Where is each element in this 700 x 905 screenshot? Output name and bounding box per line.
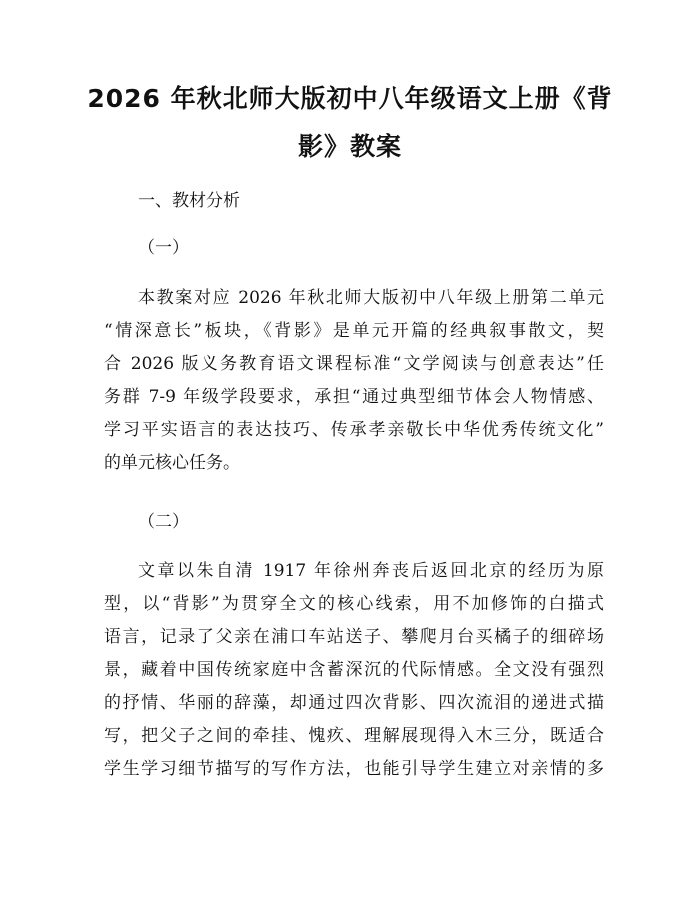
paragraph-line: 本教案对应 2026 年秋北师大版初中八年级上册第二单元 bbox=[138, 288, 604, 308]
paragraph-line: 语言，记录了父亲在浦口车站送子、攀爬月台买橘子的细碎场 bbox=[104, 627, 604, 647]
paragraph-line: 学习平实语言的表达技巧、传承孝亲敬长中华优秀传统文化” bbox=[104, 420, 604, 440]
document-title-line-2: 影》教案 bbox=[297, 132, 402, 161]
paragraph-line: 学生学习细节描写的写作方法，也能引导学生建立对亲情的多 bbox=[104, 759, 604, 779]
paragraph-line: 的抒情、华丽的辞藻，却通过四次背影、四次流泪的递进式描 bbox=[104, 693, 604, 713]
paragraph-line: 合 2026 版义务教育语文课程标准“文学阅读与创意表达”任 bbox=[104, 354, 604, 374]
paragraph-line: 的单元核心任务。 bbox=[104, 453, 240, 473]
section-heading: 一、教材分析 bbox=[138, 191, 240, 211]
subsection-label: （一） bbox=[138, 238, 189, 258]
paragraph-line: 型，以“背影”为贯穿全文的核心线索，用不加修饰的白描式 bbox=[104, 594, 604, 614]
document-title-line-1: 2026 年秋北师大版初中八年级语文上册《背 bbox=[87, 84, 613, 113]
paragraph-line: 文章以朱自清 1917 年徐州奔丧后返回北京的经历为原 bbox=[138, 561, 604, 581]
paragraph-line: “情深意长”板块，《背影》是单元开篇的经典叙事散文，契 bbox=[104, 321, 604, 341]
paragraph-line: 务群 7-9 年级学段要求，承担“通过典型细节体会人物情感、 bbox=[104, 387, 604, 407]
paragraph-line: 写，把父子之间的牵挂、愧疚、理解展现得入木三分，既适合 bbox=[104, 726, 604, 746]
paragraph-line: 景，藏着中国传统家庭中含蓄深沉的代际情感。全文没有强烈 bbox=[104, 660, 604, 680]
subsection-label: （二） bbox=[138, 512, 189, 532]
